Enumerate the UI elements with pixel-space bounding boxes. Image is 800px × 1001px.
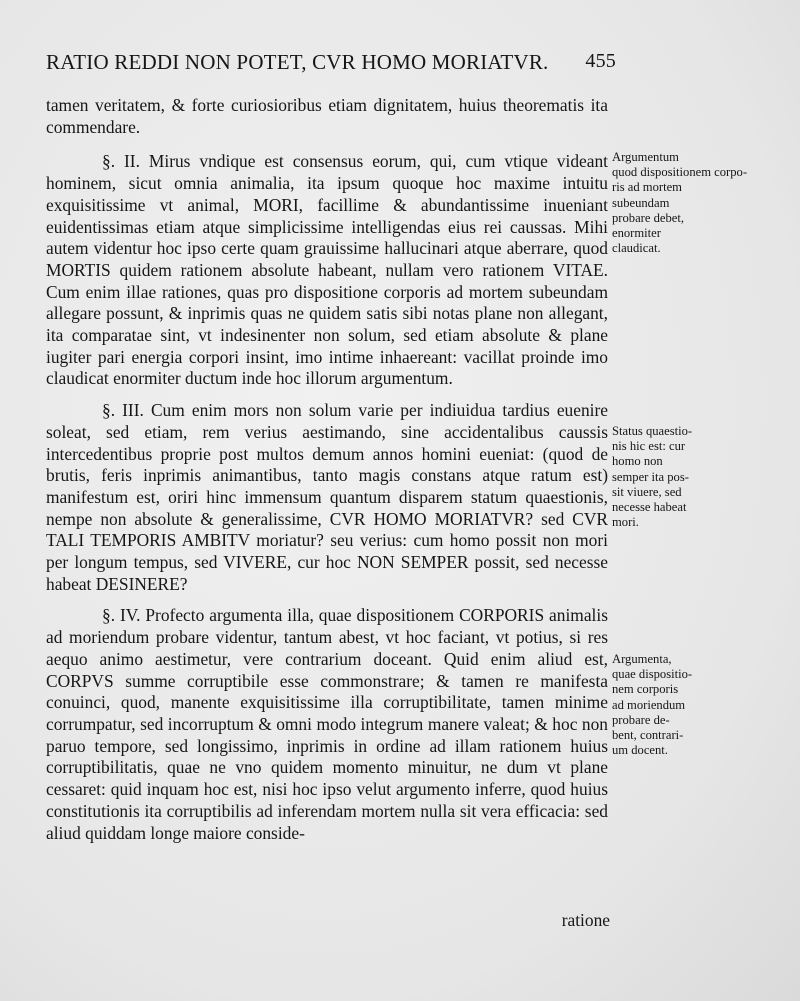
catchword: ratione xyxy=(561,910,610,930)
margin-note-line: mori. xyxy=(612,515,639,530)
margin-note-line: sit viuere, sed xyxy=(612,484,682,499)
margin-note-line: claudicat. xyxy=(612,241,661,256)
running-header xyxy=(46,50,616,75)
margin-note-line: necesse habeat xyxy=(612,500,687,515)
margin-note-line: nem corporis xyxy=(612,682,679,697)
margin-note-3 xyxy=(612,652,722,758)
margin-note-line: quae dispositio- xyxy=(612,667,693,682)
paragraph-section-3: §. III. Cum enim mors non solum varie per indiuidua tardius euenire soleat, sed etiam, rem verius aestimando, sine accidentalibus caussis intercedentibus proprie post multos demum annos homini eueniat: (quod de brutis, feris inprimis animantibus, tanto magis constans atque ratum est) manifestum est, oriri hinc immensum quantum disparem statum quaestionis, nempe non absolute & generalissime, CVR HOMO MORIATVR? sed CVR TALI TEMPORIS AMBITV moriatur? seu verius: cum homo possit non mori per longum tempus, sed VIVERE, cur hoc NON SEMPER possit, sed necesse habeat DESINERE? xyxy=(46,400,608,594)
margin-note-line: probare debet, xyxy=(612,210,685,225)
margin-note-2 xyxy=(612,424,722,530)
margin-note-line: ris ad mortem xyxy=(612,180,682,195)
main-text-column xyxy=(46,95,608,844)
margin-note-line: subeundam xyxy=(612,195,670,210)
margin-note-1 xyxy=(612,150,748,256)
margin-note-line: nis hic est: cur xyxy=(612,439,686,454)
margin-note-line: quod dispositionem corpo- xyxy=(612,165,748,180)
margin-note-line: ad moriendum xyxy=(612,697,686,712)
margin-note-line: probare de- xyxy=(612,712,670,727)
paragraph-continuation: tamen veritatem, & forte curiosioribus etiam dignitatem, huius theorematis ita commendare. xyxy=(46,95,608,137)
running-title: RATIO REDDI NON POTET, CVR HOMO MORIATVR. xyxy=(46,50,549,74)
paragraph-section-2: §. II. Mirus vndique est consensus eorum, qui, cum vtique videant hominem, sicut omnia animalia, ita ipsum quoque hoc maxime intuitu exquisitissime vt animal, MORI, facillime & abundantissime inueniant euidentissimas etiam atque simplicissime intelligendas eius rei caussas. Mihi autem videntur hoc ipso certe quam grauissime hallucinari atque aberrare, quod MORTIS quidem rationem absolute habeant, nullam vero rationem VITAE. Cum enim illae rationes, quas pro dispositione corporis ad mortem subeundam allegare possunt, & inprimis quas ne quidem satis sibi notas plane non allegant, ita comparatae sint, vt indesinenter non solum, sed etiam absolute & plane iugiter pari energia corpori insint, imo intime inhaereant: vacillat proinde imo claudicat enormiter ductum inde hoc illorum argumentum. xyxy=(46,151,608,389)
margin-note-line: bent, contrari- xyxy=(612,728,684,743)
margin-note-line: enormiter xyxy=(612,226,661,241)
margin-note-line: Argumenta, xyxy=(612,652,672,666)
margin-note-line: um docent. xyxy=(612,743,668,758)
margin-note-line: Argumentum xyxy=(612,150,679,164)
margin-note-line: Status quaestio- xyxy=(612,424,693,438)
page-number: 455 xyxy=(585,50,616,72)
margin-note-line: semper ita pos- xyxy=(612,469,689,484)
paragraph-section-4: §. IV. Profecto argumenta illa, quae dispositionem CORPORIS animalis ad moriendum probare videntur, tantum abest, vt hoc faciant, vt potius, si res aequo animo aestimetur, vere contrarium doceant. Quid enim aliud est, CORPVS summe corruptibile esse commonstrare; & tamen re manifesta conuinci, quod, manente exquisitissime illa corruptibilitate, tamen minime corrumpatur, sed incorruptum & omni modo integrum manere valeat; & hoc non paruo tempore, sed longissimo, inprimis in ordine ad illam rationem huius corruptibilitatis, quae ne vno quidem momento minuitur, ne dum vt plane cessaret: quid inquam hoc est, nisi hoc ipso velut argumento inferre, quod huius constitutionis ita corruptibilis ad inferendam mortem nulla sit vera efficacia: sed aliud quiddam longe maiore conside- xyxy=(46,605,608,843)
margin-note-line: homo non xyxy=(612,454,663,469)
